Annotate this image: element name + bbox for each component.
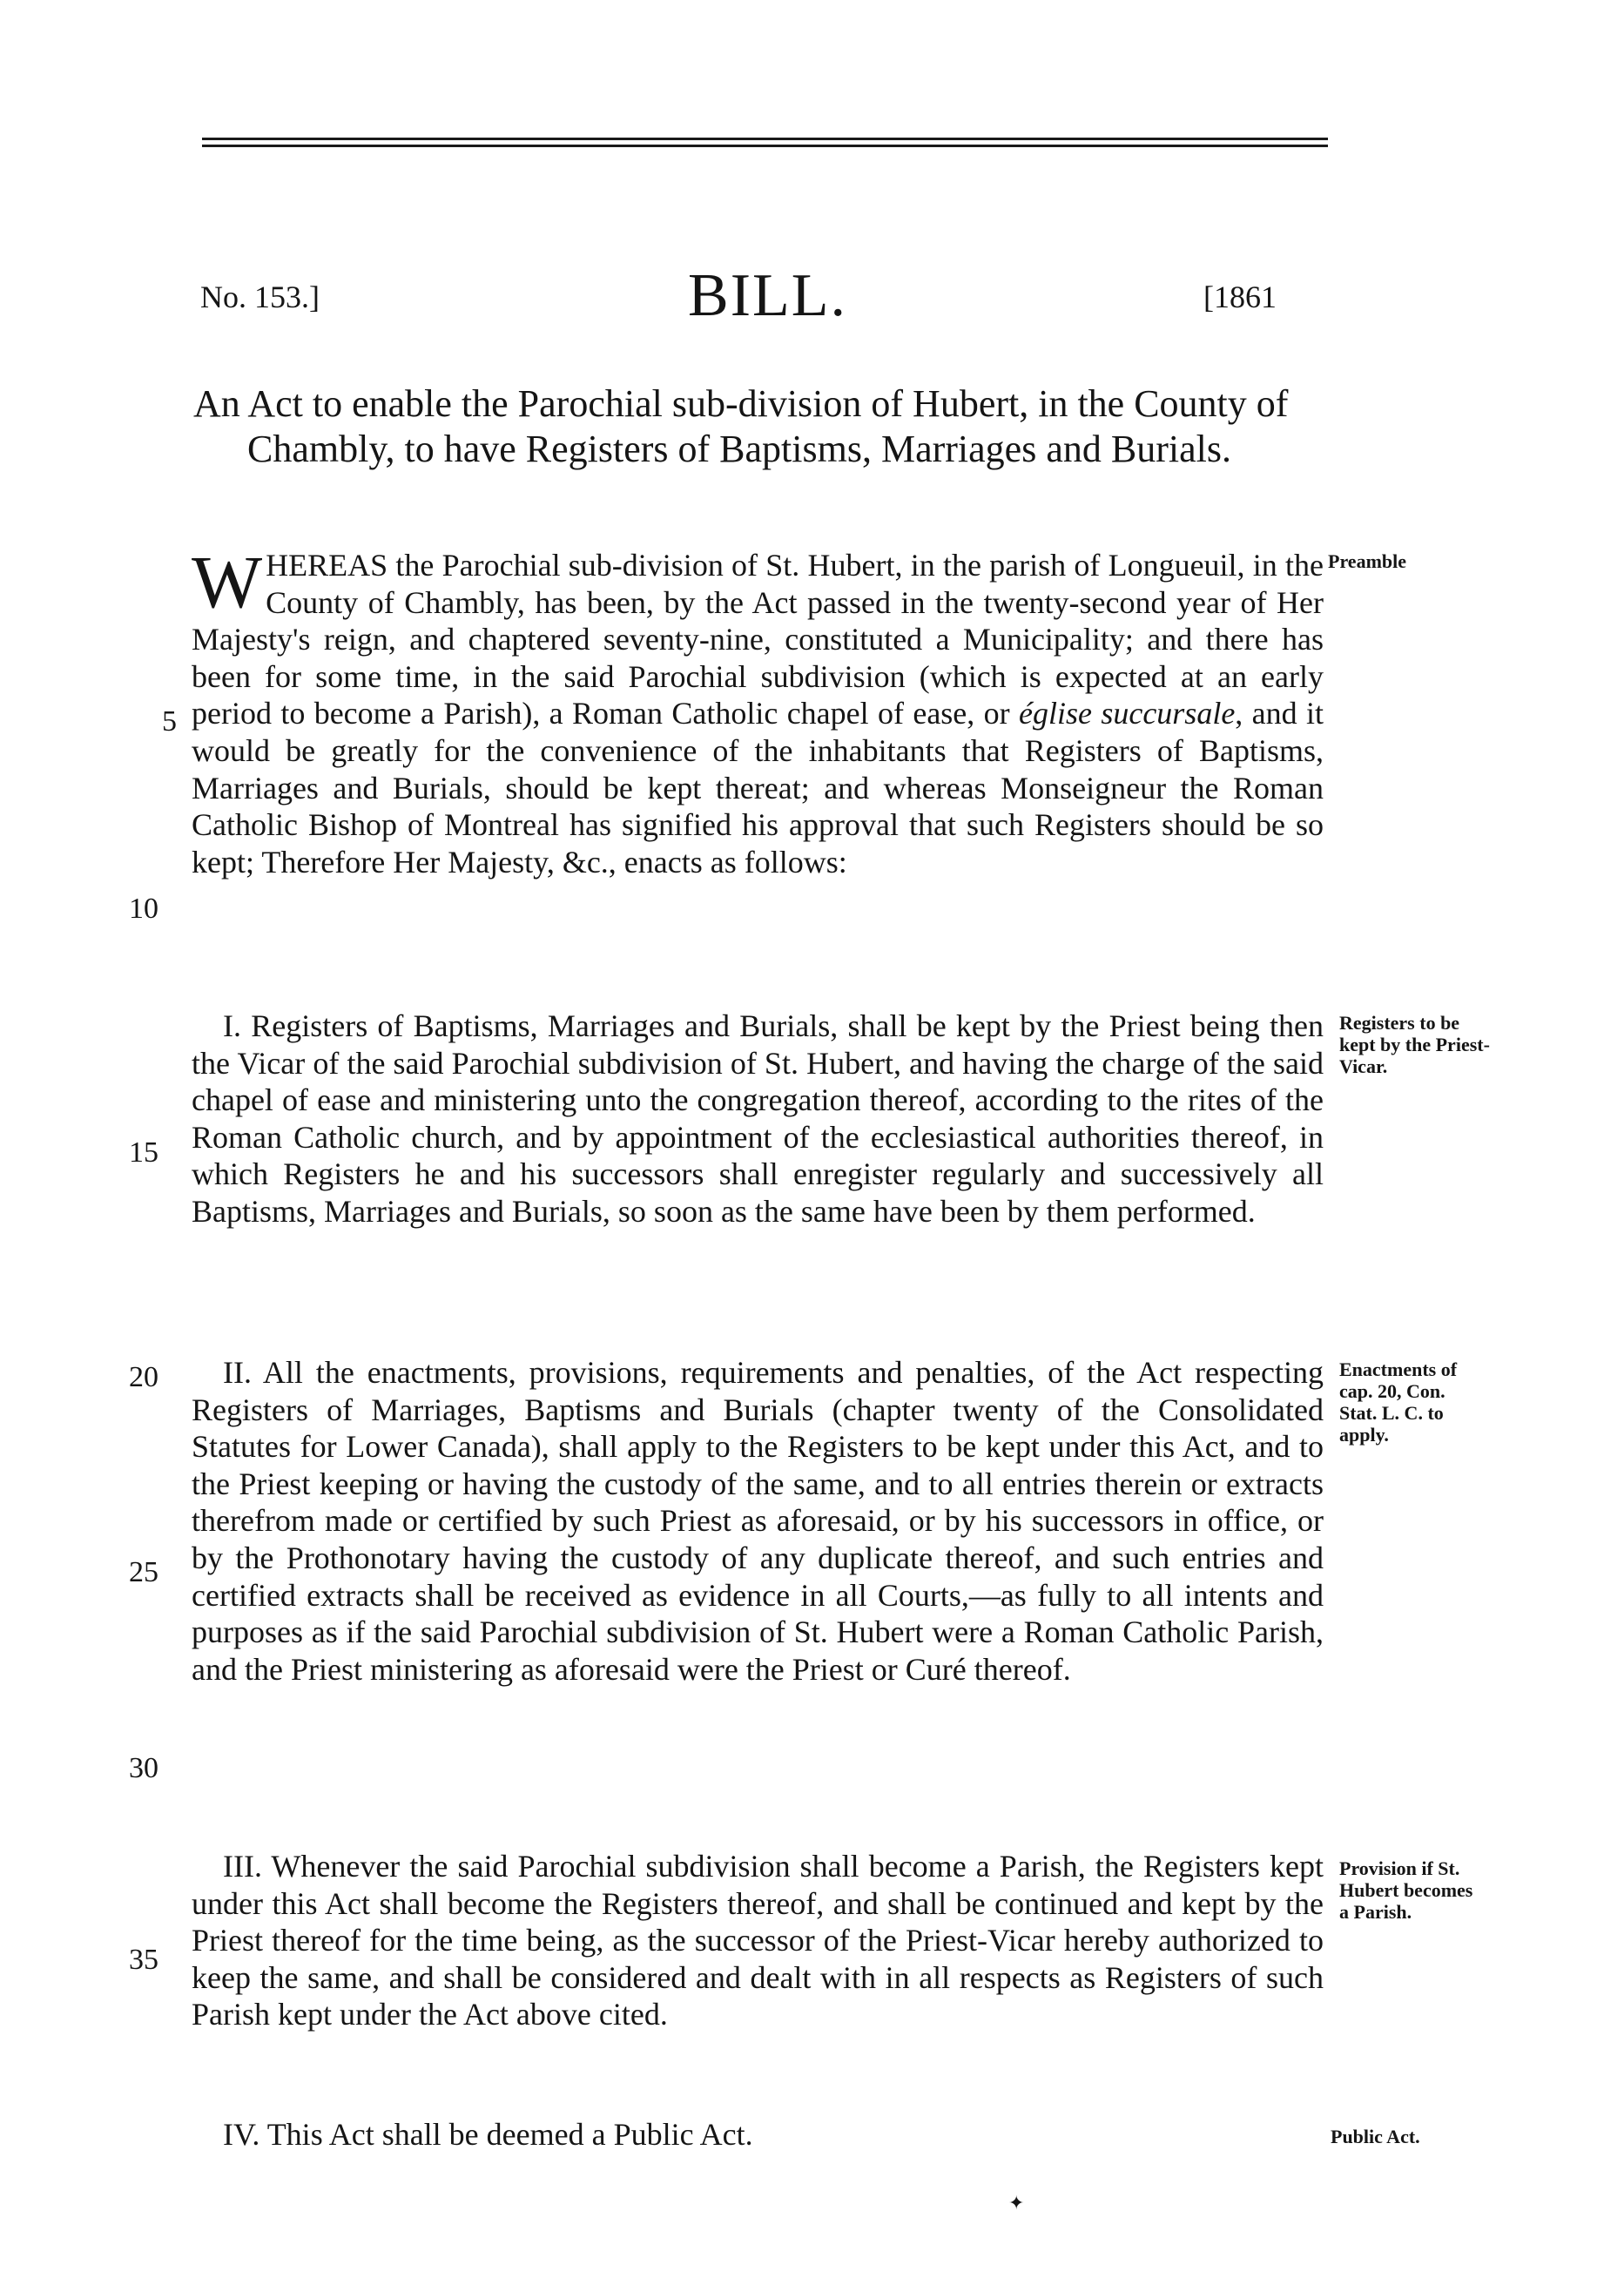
bill-year: [1861 xyxy=(1203,280,1277,314)
preamble-text: HEREAS the Parochial sub-division of St. Hubert, in the parish of Longueuil, in the County of Chambly, has been, by the Act passed in the twenty-second year of Her Majesty's reign, and chaptered seventy-nine, constituted a Municipality; and there has been for some time, in the said Parochial subdivision (which is expected at an early period to become a Parish), a Roman Catholic chapel of ease, or xyxy=(192,548,1324,731)
line-number-25: 25 xyxy=(129,1556,158,1588)
line-number-20: 20 xyxy=(129,1361,158,1393)
line-number-5: 5 xyxy=(162,705,177,738)
line-number-30: 30 xyxy=(129,1752,158,1784)
line-number-10: 10 xyxy=(129,893,158,925)
section-2: II. All the enactments, provisions, requirements and penalties, of the Act respecting Registers of Marriages, Baptisms and Burials (chapter twenty of the Consolidated Statutes for Lower Canada), shall apply to the Registers to be kept under this Act, and to the Priest keeping or having the custody of the same, and to all entries therein or extracts therefrom made or certified by such Priest as aforesaid, or by his successors in office, or by the Prothonotary having the custody of any duplicate thereof, and such entries and certified extracts shall be received as evidence in all Courts,—as fully to all intents and purposes as if the said Parochial subdivision of St. Hubert were a Roman Catholic Parish, and the Priest ministering as aforesaid were the Priest or Curé thereof. xyxy=(192,1355,1324,1687)
top-rule-second xyxy=(202,145,1328,147)
margin-note-preamble: Preamble xyxy=(1328,550,1407,572)
margin-note-section-1: Registers to be kept by the Priest-Vicar. xyxy=(1339,1012,1490,1077)
margin-note-section-3: Provision if St. Hubert becomes a Parish. xyxy=(1339,1857,1473,1923)
drop-cap: W xyxy=(192,540,263,623)
section-4: IV. This Act shall be deemed a Public Act. xyxy=(223,2117,753,2152)
bill-number: No. 153.] xyxy=(200,280,320,314)
line-number-35: 35 xyxy=(129,1944,158,1976)
margin-note-section-2: Enactments of cap. 20, Con. Stat. L. C. to apply. xyxy=(1339,1358,1458,1446)
preamble-text-continued: , and it would be greatly for the convenience of the inhabitants that Registers of Baptisms, Marriages and Burials, should be kept thereat; and whereas Monseigneur the Roman Catholic Bishop of Montreal has signified his approval that such Registers should be so kept; Therefore Her Majesty, &c., enacts as follows: xyxy=(192,696,1324,880)
top-rule xyxy=(202,138,1328,140)
line-number-15: 15 xyxy=(129,1136,158,1169)
section-1: I. Registers of Baptisms, Marriages and Burials, shall be kept by the Priest being then the Vicar of the said Parochial subdivision of St. Hubert, and having the charge of the said chapel of ease and ministering unto the congregation thereof, according to the rites of the Roman Catholic church, and by appointment of the ecclesiastical authorities thereof, in which Registers he and his successors shall enregister regularly and successively all Baptisms, Marriages and Burials, so soon as the same have been by them performed. xyxy=(192,1008,1324,1229)
preamble-italic-term: église succursale xyxy=(1019,696,1236,731)
section-3: III. Whenever the said Parochial subdivision shall become a Parish, the Registers kept under this Act shall become the Registers thereof, and shall be continued and kept by the Priest thereof for the time being, as the successor of the Priest-Vicar hereby authorized to keep the same, and shall be considered and dealt with in all respects as Registers of such Parish kept under the Act above cited. xyxy=(192,1849,1324,2032)
act-title: An Act to enable the Parochial sub-division of Hubert, in the County of Chambly, to have Registers of Baptisms, Marriages and Burials. xyxy=(193,382,1289,470)
preamble-paragraph xyxy=(192,540,1324,965)
margin-note-section-4: Public Act. xyxy=(1331,2126,1420,2147)
footer-mark-icon: ✦ xyxy=(1008,2192,1025,2214)
bill-heading: BILL. xyxy=(688,262,848,329)
